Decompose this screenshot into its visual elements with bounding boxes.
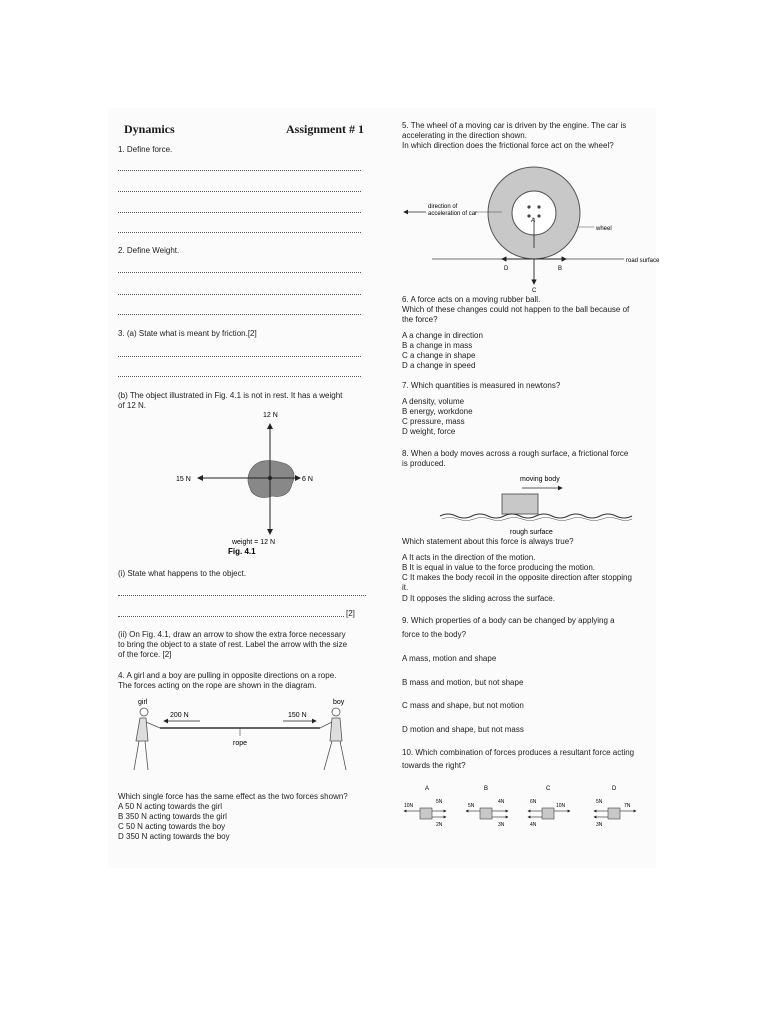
rough-surface-label: rough surface [510, 529, 553, 536]
q4-option-c: C 50 N acting towards the boy [118, 822, 226, 831]
girl-label: girl [138, 699, 148, 706]
direction-label-1: direction of [428, 204, 458, 210]
q4-option-b: B 350 N acting towards the girl [118, 812, 227, 821]
wheel-point-b: B [558, 266, 563, 272]
q8-option-a: A It acts in the direction of the motion. [402, 553, 536, 562]
boy-figure [320, 708, 346, 770]
svg-text:B: B [484, 786, 489, 792]
subject-title: Dynamics [124, 122, 175, 136]
q2-answer-line-3[interactable] [118, 314, 361, 315]
boy-force-label: 150 N [288, 712, 307, 719]
q7-prompt: 7. Which quantities is measured in newtons? [402, 381, 561, 390]
wheel-point-a: A [531, 218, 536, 224]
wheel-diagram [398, 160, 660, 294]
q6-option-c: C a change in shape [402, 351, 476, 360]
svg-text:D: D [612, 786, 617, 792]
direction-label-2: acceleration of car [428, 211, 478, 217]
svg-text:2N: 2N [436, 822, 443, 828]
q8-option-d: D It opposes the sliding across the surface. [402, 594, 555, 603]
svg-text:10N: 10N [556, 803, 566, 809]
q6-line-3: the force? [402, 315, 438, 324]
q9-line-1: 9. Which properties of a body can be changed by applying a [402, 616, 615, 625]
svg-text:5N: 5N [436, 799, 443, 805]
diagram-c [528, 786, 570, 828]
diagram-d [594, 786, 636, 828]
tug-of-war-diagram [118, 696, 368, 776]
q4-option-a: A 50 N acting towards the girl [118, 802, 223, 811]
svg-text:5N: 5N [596, 799, 603, 805]
fig-label-left: 15 N [176, 476, 191, 483]
svg-text:5N: 5N [468, 803, 475, 809]
rough-surface-line [440, 514, 632, 518]
svg-text:10N: 10N [404, 803, 414, 809]
q9-option-b: B mass and motion, but not shape [402, 678, 524, 687]
q3i-prompt: (i) State what happens to the object. [118, 569, 247, 578]
q5-line-2: accelerating in the direction shown. [402, 131, 527, 140]
q8-option-c-line-2: it. [402, 583, 409, 592]
q8-question: Which statement about this force is always true? [402, 537, 574, 546]
diagram-b [466, 786, 508, 828]
q3i-answer-line-2[interactable] [118, 616, 344, 617]
worksheet-page [108, 108, 660, 868]
svg-text:6N: 6N [530, 799, 537, 805]
q9-line-2: force to the body? [402, 630, 467, 639]
q2-prompt: 2. Define Weight. [118, 246, 180, 255]
diagram-a [404, 786, 446, 828]
svg-text:7N: 7N [624, 803, 631, 809]
q3a-answer-line-2[interactable] [118, 376, 361, 377]
q6-option-b: B a change in mass [402, 341, 473, 350]
girl-figure [134, 708, 160, 770]
fig-label-bottom: weight = 12 N [232, 539, 275, 546]
q8-line-2: is produced. [402, 459, 446, 468]
moving-body-block [502, 494, 538, 514]
q1-answer-line-3[interactable] [118, 212, 361, 213]
svg-text:C: C [546, 786, 551, 792]
q10-force-diagrams [400, 780, 650, 836]
q6-option-a: A a change in direction [402, 331, 483, 340]
q9-option-d: D motion and shape, but not mass [402, 725, 524, 734]
q5-line-3: In which direction does the frictional force act on the wheel? [402, 141, 614, 150]
q7-option-b: B energy, workdone [402, 407, 473, 416]
q10-line-2: towards the right? [402, 761, 466, 770]
q4-option-d: D 350 N acting towards the boy [118, 832, 230, 841]
q1-answer-line-2[interactable] [118, 191, 361, 192]
rough-surface-diagram [438, 470, 638, 540]
q3ii-line-2: to bring the object to a state of rest. Label the arrow with the size [118, 640, 348, 649]
svg-text:4N: 4N [530, 822, 537, 828]
q3i-mark: [2] [346, 609, 355, 618]
q10-line-1: 10. Which combination of forces produces a resultant force acting [402, 748, 635, 757]
rope-label: rope [233, 740, 248, 747]
q5-line-1: 5. The wheel of a moving car is driven by the engine. The car is [402, 121, 627, 130]
girl-force-label: 200 N [170, 712, 189, 719]
q3i-answer-line-1[interactable] [118, 595, 366, 596]
q9-option-c: C mass and shape, but not motion [402, 701, 524, 710]
q4-line-2: The forces acting on the rope are shown in the diagram. [118, 681, 317, 690]
road-label: road surface [626, 258, 660, 264]
q2-answer-line-1[interactable] [118, 272, 361, 273]
wheel-point-d: D [504, 266, 509, 272]
q6-line-1: 6. A force acts on a moving rubber ball. [402, 295, 541, 304]
fig-label-top: 12 N [263, 412, 278, 419]
moving-body-label: moving body [520, 476, 560, 483]
q4-line-1: 4. A girl and a boy are pulling in opposite directions on a rope. [118, 671, 337, 680]
q8-option-b: B It is equal in value to the force producing the motion. [402, 563, 596, 572]
q8-line-1: 8. When a body moves across a rough surface, a frictional force [402, 449, 629, 458]
svg-text:3N: 3N [596, 822, 603, 828]
q3ii-line-3: of the force. [2] [118, 650, 172, 659]
q7-option-d: D weight, force [402, 427, 456, 436]
assignment-title: Assignment # 1 [286, 122, 365, 136]
q7-option-c: C pressure, mass [402, 417, 465, 426]
wheel-label: wheel [596, 226, 612, 232]
q3a-answer-line-1[interactable] [118, 356, 361, 357]
q1-answer-line-4[interactable] [118, 232, 361, 233]
wheel-point-c: C [532, 288, 537, 294]
q3a-prompt: 3. (a) State what is meant by friction.[2] [118, 329, 257, 338]
svg-text:3N: 3N [498, 822, 505, 828]
fig-caption: Fig. 4.1 [228, 547, 256, 556]
q3ii-line-1: (ii) On Fig. 4.1, draw an arrow to show the extra force necessary [118, 630, 346, 639]
svg-text:A: A [425, 786, 430, 792]
q2-answer-line-2[interactable] [118, 294, 361, 295]
q3b-line-1: (b) The object illustrated in Fig. 4.1 is not in rest. It has a weight [118, 391, 343, 400]
q3b-line-2: of 12 N. [118, 401, 147, 410]
q1-prompt: 1. Define force. [118, 145, 173, 154]
q8-option-c-line-1: C It makes the body recoil in the opposite direction after stopping [402, 573, 632, 582]
svg-text:4N: 4N [498, 799, 505, 805]
q6-line-2: Which of these changes could not happen to the ball because of [402, 305, 630, 314]
q7-option-a: A density, volume [402, 397, 465, 406]
boy-label: boy [333, 699, 345, 706]
q1-answer-line-1[interactable] [118, 170, 361, 171]
q9-option-a: A mass, motion and shape [402, 654, 497, 663]
fig-4-1-diagram [168, 406, 348, 556]
q4-question: Which single force has the same effect as the two forces shown? [118, 792, 348, 801]
q6-option-d: D a change in speed [402, 361, 476, 370]
fig-label-right: 6 N [302, 476, 313, 483]
